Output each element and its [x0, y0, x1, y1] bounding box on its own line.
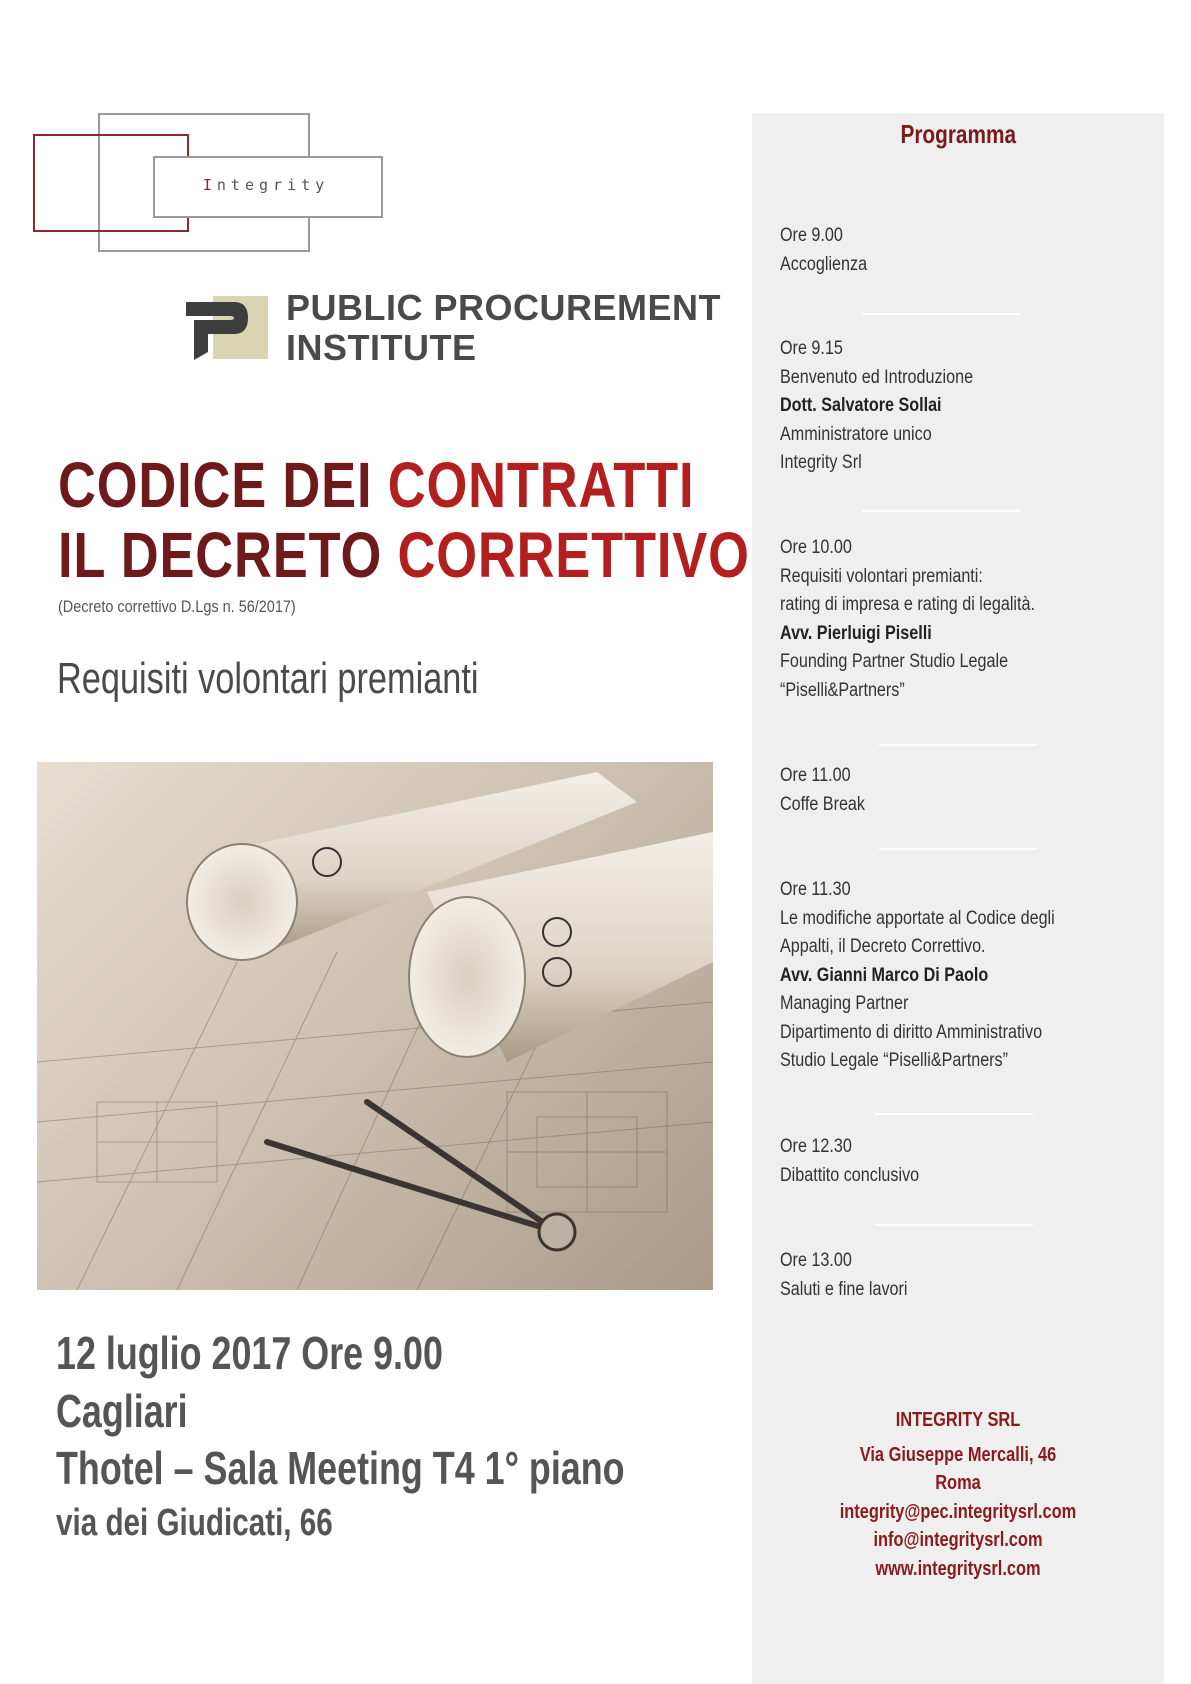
subtitle: Requisiti volontari premianti: [57, 654, 479, 703]
separator: [862, 313, 1020, 315]
program-item: Ore 9.15 Benvenuto ed Introduzione Dott. Salvatore Sollai Amministratore unico Integrity Srl: [780, 338, 974, 473]
separator: [875, 1113, 1033, 1115]
contact-web-link[interactable]: www.integritysrl.com: [875, 1557, 1041, 1580]
contact-city: Roma: [935, 1472, 981, 1494]
program-item: Ore 12.30 Dibattito conclusivo: [780, 1136, 920, 1186]
integrity-logo-text: Integrity: [202, 176, 330, 194]
program-item: Ore 11.00 Coffe Break: [780, 765, 865, 815]
contact-pec-link[interactable]: integrity@pec.integritysrl.com: [839, 1500, 1077, 1523]
contact-street: Via Giuseppe Mercalli, 46: [859, 1443, 1057, 1466]
event-address: via dei Giudicati, 66: [56, 1502, 333, 1544]
separator: [862, 510, 1020, 512]
program-item: Ore 11.30 Le modifiche apportate al Codice degli Appalti, il Decreto Correttivo. Avv. Gianni Marco Di Paolo Managing Partner Dipartimento di diritto Amministrativo Studio Legale “Piselli&Partners”: [780, 879, 1055, 1071]
ppi-logo-text: PUBLIC PROCUREMENT INSTITUTE: [286, 287, 722, 368]
separator: [879, 744, 1037, 746]
contact-email-link[interactable]: info@integritysrl.com: [873, 1529, 1043, 1551]
separator: [875, 1224, 1033, 1226]
page-title: CODICE DEI CONTRATTI IL DECRETO CORRETTIVO: [58, 449, 750, 591]
program-item: Ore 9.00 Accoglienza: [780, 225, 868, 275]
event-venue: Thotel – Sala Meeting T4 1° piano: [56, 1442, 625, 1494]
separator: [879, 848, 1037, 850]
title-note: (Decreto correttivo D.Lgs n. 56/2017): [58, 597, 296, 616]
contact-company: INTEGRITY SRL: [895, 1409, 1021, 1431]
contact-block: [752, 1406, 1164, 1583]
program-item: Ore 10.00 Requisiti volontari premianti: rating di impresa e rating di legalità. Avv. Pierluigi Piselli Founding Partner Studio Legale “Piselli&Partners”: [780, 537, 1035, 701]
event-city: Cagliari: [56, 1385, 188, 1437]
program-item: Ore 13.00 Saluti e fine lavori: [780, 1250, 908, 1300]
program-heading: Programma: [900, 119, 1016, 149]
blueprint-photo: [37, 762, 713, 1290]
event-date-time: 12 luglio 2017 Ore 9.00: [56, 1327, 443, 1379]
ppi-logo-icon: [186, 294, 266, 360]
